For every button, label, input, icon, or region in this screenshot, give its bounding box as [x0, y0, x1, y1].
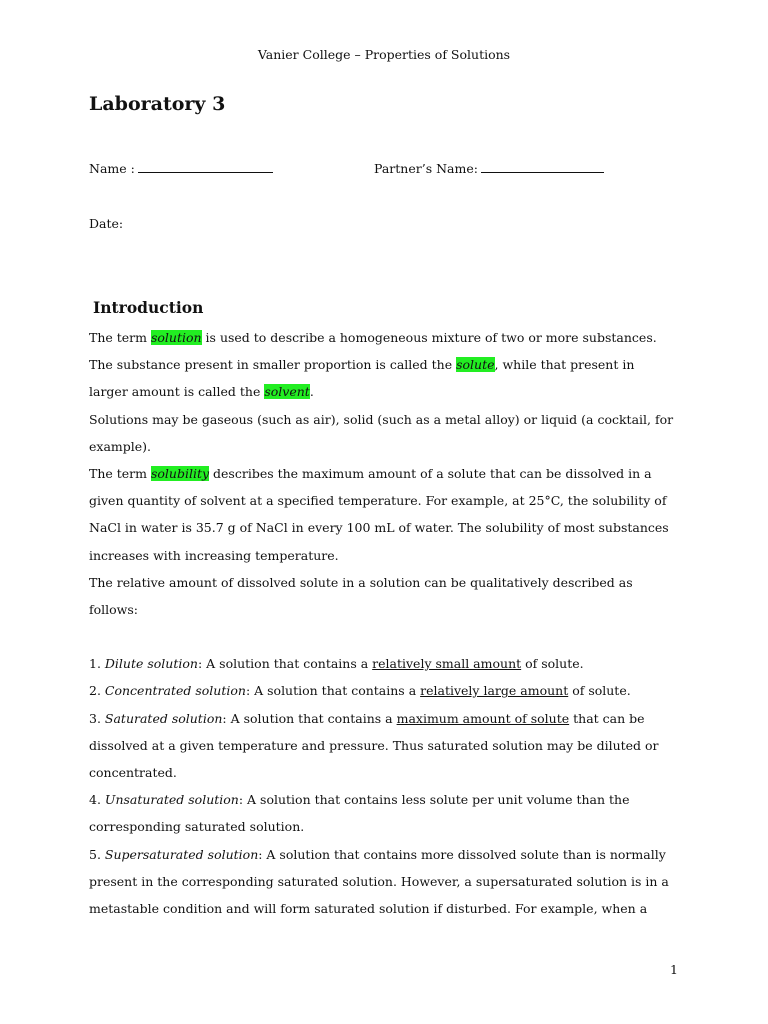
text-line: increases with increasing temperature.	[89, 547, 339, 563]
text-line: dissolved at a given temperature and pressure. Thus saturated solution may be diluted or	[89, 737, 659, 753]
name-field	[89, 161, 273, 176]
name-blank-line[interactable]	[138, 171, 273, 173]
introduction-heading: Introduction	[93, 298, 204, 317]
text-line: larger amount is called the solvent.	[89, 384, 314, 400]
text-line: example).	[89, 438, 151, 454]
list-term: Dilute solution	[104, 656, 198, 672]
text-line: The relative amount of dissolved solute in a solution can be qualitatively described as	[89, 574, 633, 590]
list-item: 2. Concentrated solution: A solution that contains a relatively large amount of solute.	[89, 683, 631, 699]
page-header: Vanier College – Properties of Solutions	[257, 47, 511, 62]
date-label: Date:	[89, 216, 124, 231]
text-line: corresponding saturated solution.	[89, 819, 305, 835]
page-number: 1	[670, 962, 678, 977]
text-line: The term solubility describes the maximum amount of a solute that can be dissolved in a	[89, 465, 652, 481]
highlighted-term: solvent	[264, 384, 310, 400]
underlined-phrase: relatively large amount	[420, 683, 569, 699]
list-item: 1. Dilute solution: A solution that contains a relatively small amount of solute.	[89, 656, 584, 672]
highlighted-term: solution	[150, 330, 202, 345]
text-line: metastable condition and will form saturated solution if disturbed. For example, when a	[89, 900, 648, 916]
partner-name-label: Partner’s Name:	[374, 161, 478, 176]
underlined-phrase: relatively small amount	[372, 656, 522, 672]
text-line: concentrated.	[89, 765, 177, 780]
list-term: Unsaturated solution	[104, 792, 239, 808]
text-line: present in the corresponding saturated solution. However, a supersaturated solution is in a	[89, 873, 669, 889]
partner-name-blank-line[interactable]	[481, 171, 604, 173]
text-line: The substance present in smaller proportion is called the solute, while that present in	[89, 357, 635, 373]
blank-line	[89, 623, 689, 650]
list-term: Supersaturated solution	[104, 846, 259, 862]
text-line: Solutions may be gaseous (such as air), solid (such as a metal alloy) or liquid (a cocktail, for	[89, 411, 674, 427]
highlighted-term: solute	[456, 357, 495, 373]
list-term: Saturated solution	[104, 710, 223, 726]
name-label: Name :	[89, 161, 135, 176]
underlined-phrase: maximum amount of solute	[396, 710, 570, 726]
introduction-body	[89, 324, 689, 922]
list-term: Concentrated solution	[104, 683, 246, 699]
text-line: given quantity of solvent at a specified temperature. For example, at 25°C, the solubility of	[89, 493, 667, 509]
highlighted-term: solubility	[150, 465, 210, 481]
list-item: 3. Saturated solution: A solution that contains a maximum amount of solute that can be	[89, 710, 645, 726]
list-item: 4. Unsaturated solution: A solution that contains less solute per unit volume than the	[89, 792, 630, 808]
text-line: The term solution is used to describe a homogeneous mixture of two or more substances.	[89, 330, 657, 345]
page-title: Laboratory 3	[89, 93, 226, 115]
list-item: 5. Supersaturated solution: A solution that contains more dissolved solute than is normally	[89, 846, 666, 862]
text-line: follows:	[89, 601, 138, 617]
text-line: NaCl in water is 35.7 g of NaCl in every 100 mL of water. The solubility of most substances	[89, 520, 669, 536]
partner-name-field	[374, 161, 604, 176]
date-field	[89, 216, 123, 231]
